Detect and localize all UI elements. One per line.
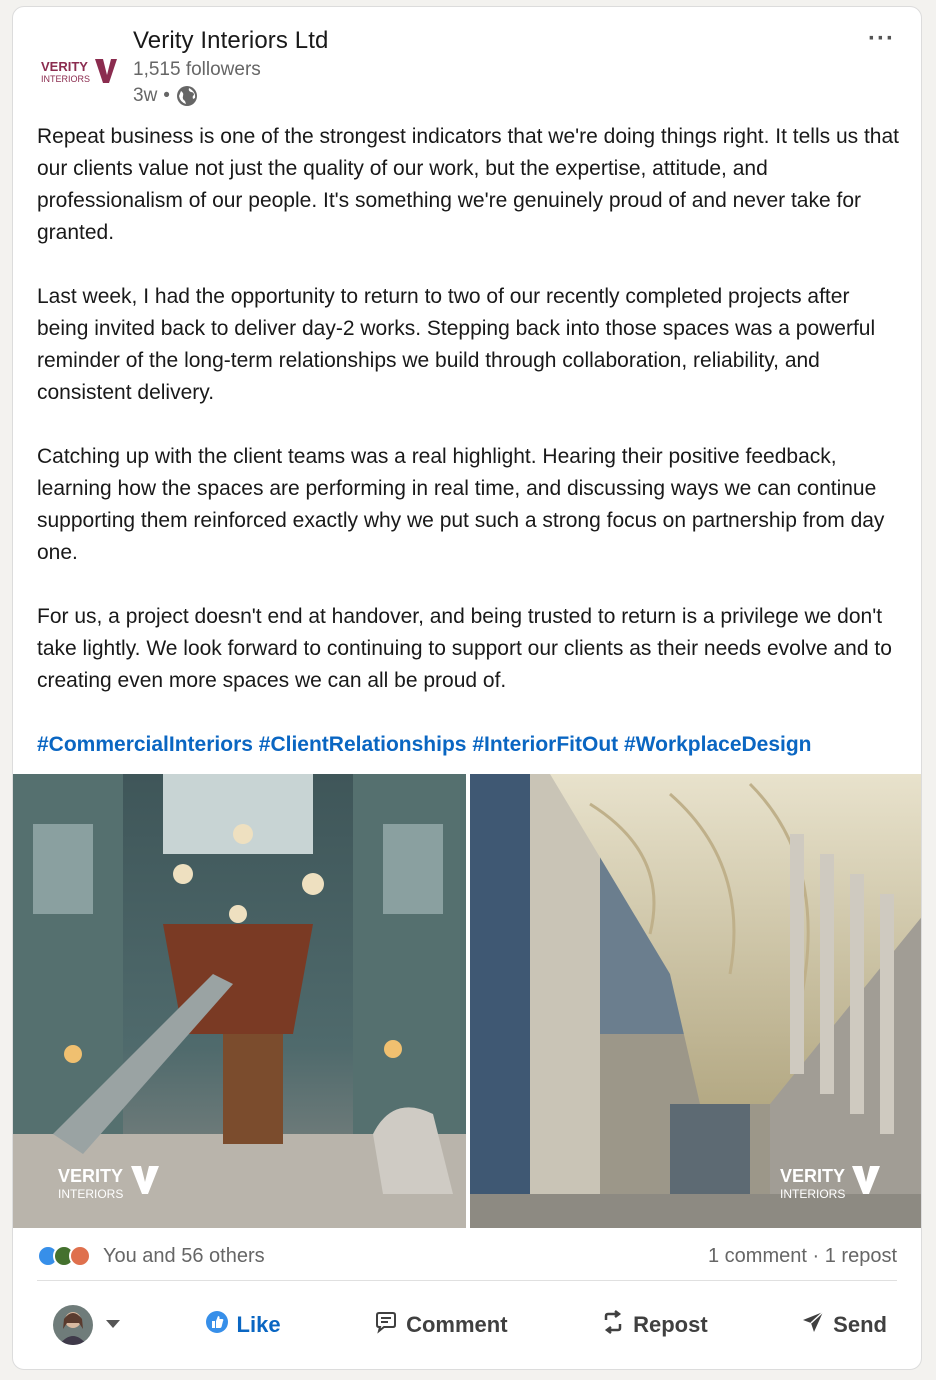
logo-text-top: VERITY	[41, 59, 88, 74]
globe-icon	[176, 85, 198, 107]
comment-button[interactable]	[364, 1302, 517, 1348]
post-age: 3w	[133, 85, 158, 106]
hashtag-list	[37, 729, 903, 761]
watermark-bottom: INTERIORS	[779, 1187, 845, 1201]
follower-count: 1,515 followers	[133, 59, 261, 80]
comment-count[interactable]: 1 comment	[708, 1244, 807, 1267]
watermark-top: VERITY	[779, 1166, 845, 1186]
paragraph: Last week, I had the opportunity to return to two of our recently completed projects after being invited back to deliver day-2 works. Stepping back into those spaces was a powerful reminder of the long-term relationships we build through collaboration, reliability, and consistent delivery.	[37, 285, 876, 404]
count-separator: ·	[812, 1244, 820, 1267]
divider	[37, 1280, 897, 1281]
reaction-icons	[37, 1245, 85, 1267]
engagement-counts	[708, 1245, 897, 1268]
repost-label: Repost	[633, 1312, 708, 1337]
watermark-top: VERITY	[58, 1166, 124, 1186]
entrance-photo[interactable]	[470, 774, 923, 1228]
comment-icon	[374, 1310, 398, 1340]
repost-icon	[601, 1310, 625, 1340]
paragraph: Catching up with the client teams was a real highlight. Hearing their positive feedback, learning how the spaces are performing in real time, and discussing ways we can continue supporting them reinforced exactly why we put such a strong focus on partnership from day one.	[37, 445, 885, 564]
reaction-count[interactable]: You and 56 others	[103, 1244, 265, 1267]
send-icon	[801, 1310, 825, 1340]
send-label: Send	[833, 1312, 887, 1337]
caret-down-icon[interactable]	[105, 1316, 121, 1334]
hashtag-link[interactable]: #ClientRelationships	[258, 733, 467, 756]
paragraph: Repeat business is one of the strongest indicators that we're doing things right. It tells us that our clients value not just the quality of our work, but the expertise, attitude, and professionalism of our people. It's something we're genuinely proud of and never take for granted.	[37, 125, 899, 244]
company-logo[interactable]	[37, 33, 121, 117]
meta-separator: •	[163, 85, 170, 106]
repost-button[interactable]	[591, 1302, 718, 1348]
actor-switcher[interactable]	[37, 1305, 121, 1345]
like-button[interactable]	[195, 1302, 291, 1348]
like-label: Like	[236, 1312, 281, 1337]
love-reaction-icon	[69, 1245, 91, 1267]
social-counts	[37, 1239, 897, 1273]
post-meta	[133, 85, 198, 107]
company-name[interactable]: Verity Interiors Ltd	[133, 27, 329, 54]
more-options-icon[interactable]: ···	[868, 25, 895, 52]
post-card	[12, 6, 922, 1370]
hashtag-link[interactable]: #CommercialInteriors	[37, 733, 253, 756]
post-header	[13, 7, 921, 119]
thumbs-up-icon	[205, 1310, 229, 1340]
action-bar	[37, 1297, 897, 1353]
send-button[interactable]	[791, 1302, 897, 1348]
hashtag-link[interactable]: #WorkplaceDesign	[624, 733, 812, 756]
atrium-photo[interactable]	[13, 774, 467, 1228]
watermark-bottom: INTERIORS	[58, 1187, 124, 1201]
reaction-summary[interactable]	[37, 1245, 265, 1268]
repost-count[interactable]: 1 repost	[824, 1244, 897, 1267]
paragraph: For us, a project doesn't end at handover, and being trusted to return is a privilege we don't take lightly. We look forward to continuing to support our clients as their needs evolve and to creating even more spaces we can all be proud of.	[37, 605, 892, 692]
comment-label: Comment	[406, 1312, 508, 1337]
avatar	[53, 1305, 93, 1345]
photo-gallery	[13, 774, 922, 1228]
logo-text-bottom: INTERIORS	[41, 74, 91, 84]
post-body	[37, 121, 903, 761]
hashtag-link[interactable]: #InteriorFitOut	[472, 733, 619, 756]
